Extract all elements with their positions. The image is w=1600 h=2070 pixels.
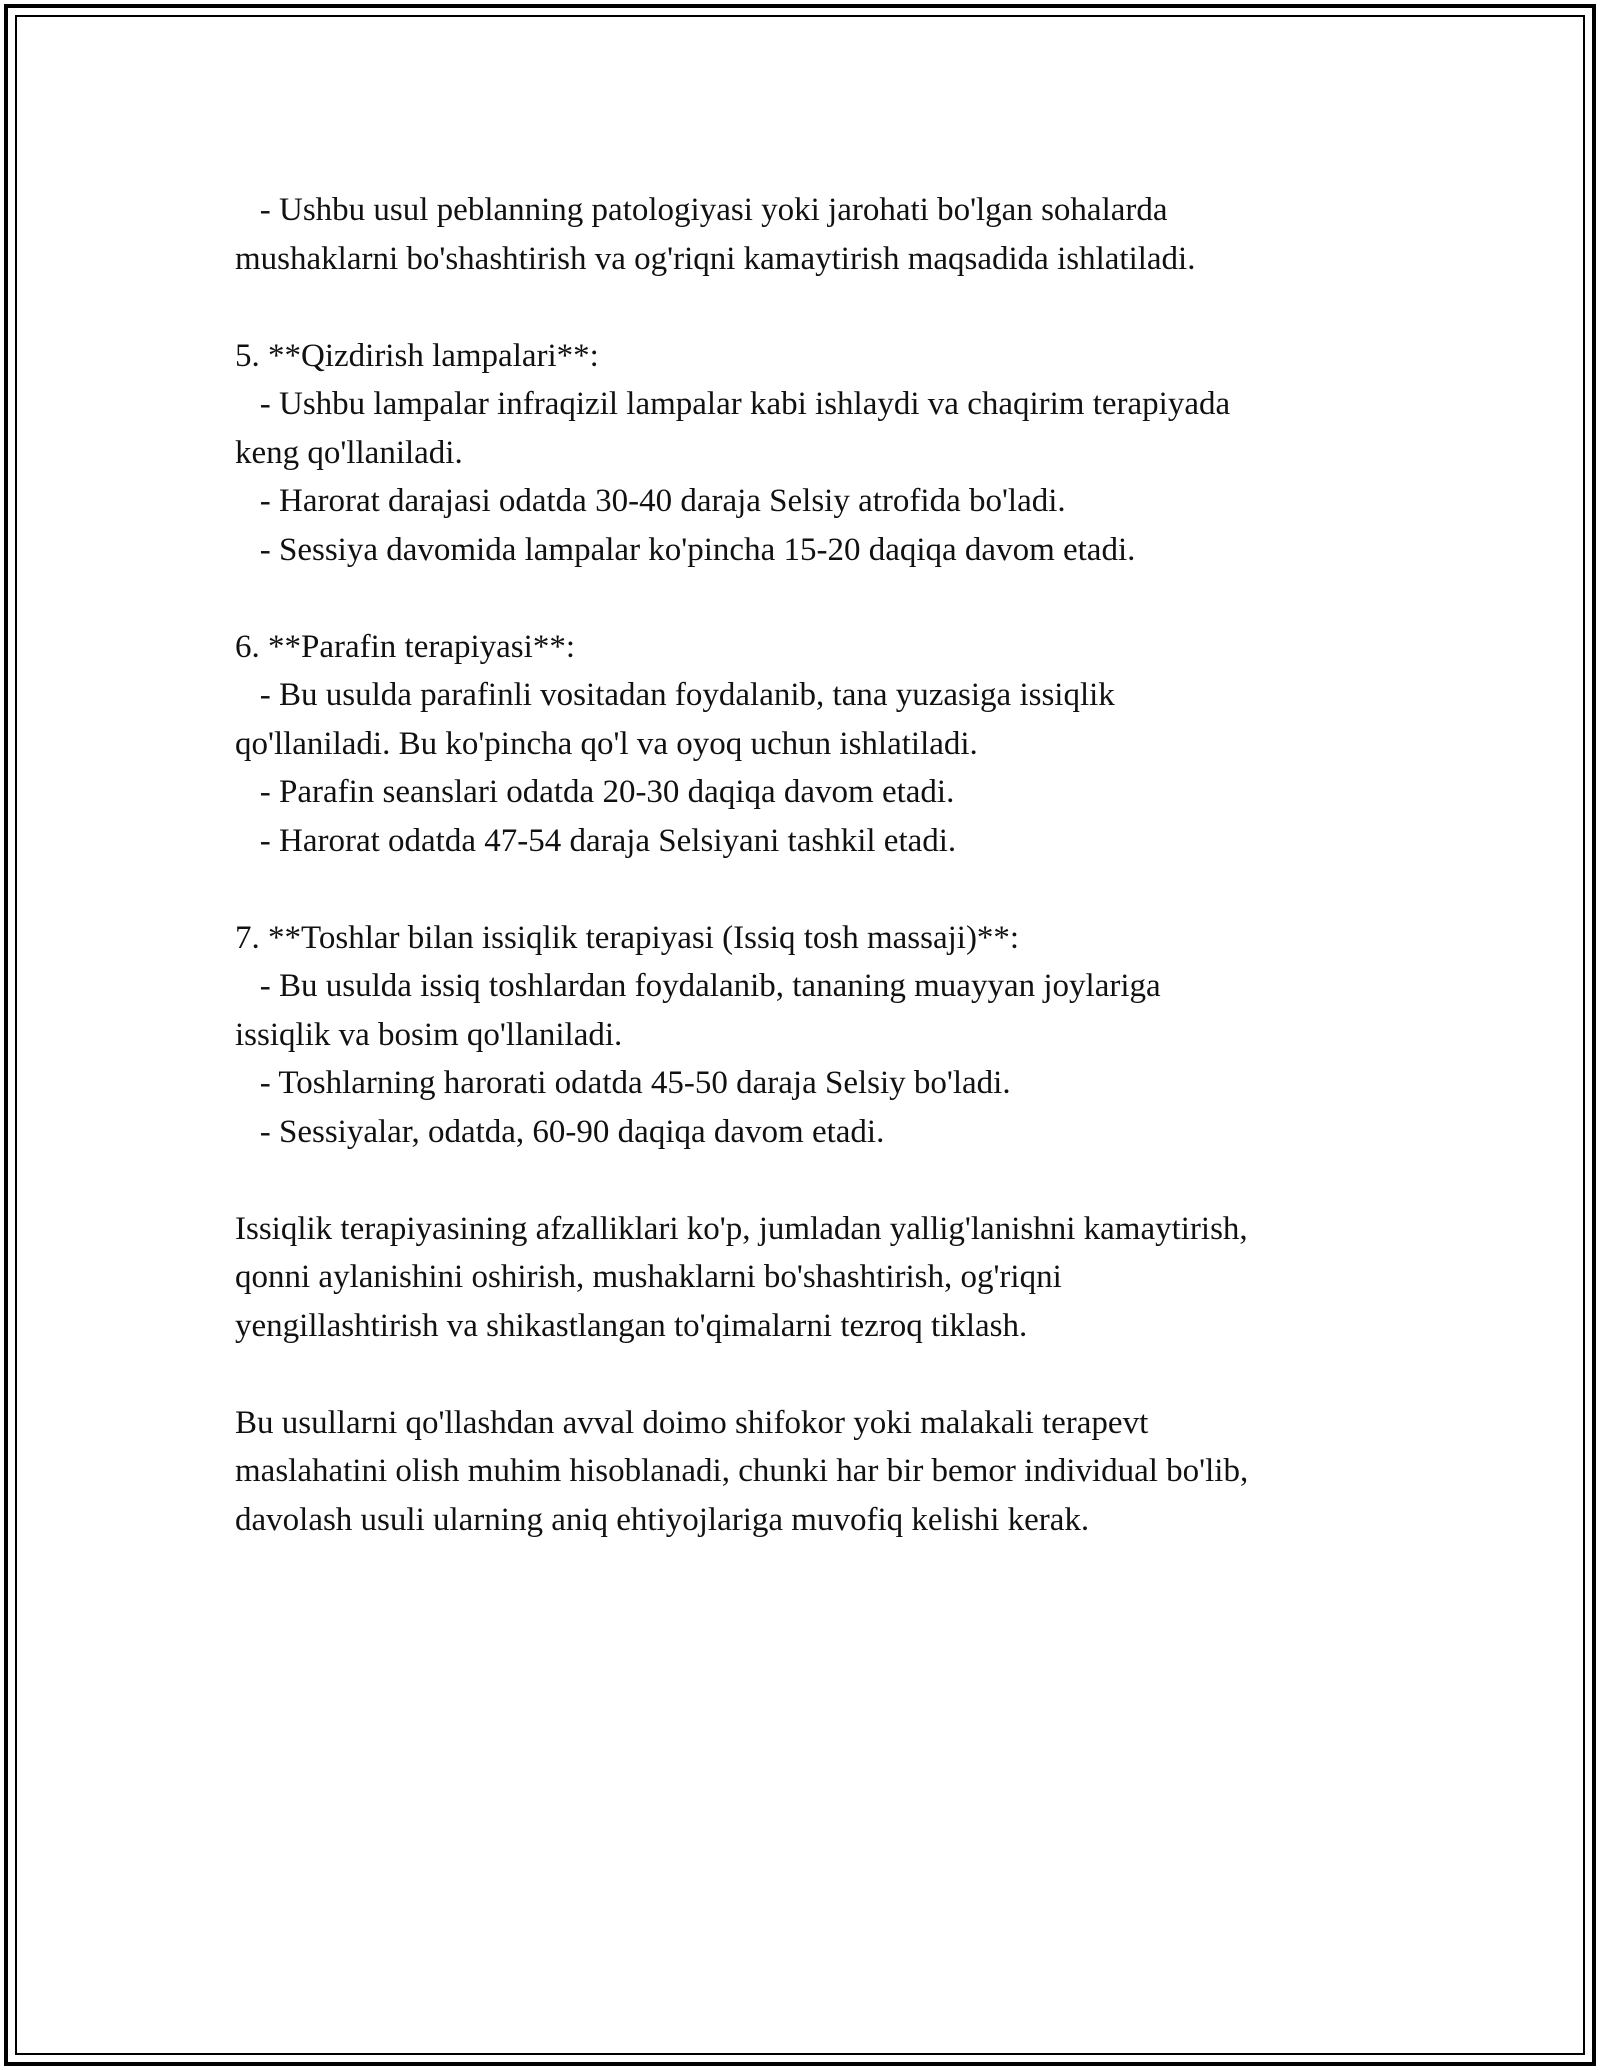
text-line: mushaklarni bo'shashtirish va og'riqni kamaytirish maqsadida ishlatiladi. <box>235 240 1196 277</box>
text-line: - Harorat odatda 47-54 daraja Selsiyani tashkil etadi. <box>235 822 957 859</box>
text-line: issiqlik va bosim qo'llaniladi. <box>235 1016 623 1053</box>
text-line: maslahatini olish muhim hisoblanadi, chunki har bir bemor individual bo'lib, <box>235 1453 1249 1489</box>
blank-line <box>235 1156 1395 1205</box>
text-line: qo'llaniladi. Bu ko'pincha qo'l va oyoq uchun ishlatiladi. <box>235 725 978 762</box>
text-line: - Ushbu usul peblanning patologiyasi yoki jarohati bo'lgan sohalarda <box>235 192 1168 228</box>
blank-line <box>235 574 1395 623</box>
text-line: davolash usuli ularning aniq ehtiyojlariga muvofiq kelishi kerak. <box>235 1501 1090 1538</box>
text-line: keng qo'llaniladi. <box>235 434 463 471</box>
text-line: Bu usullarni qo'llashdan avval doimo shifokor yoki malakali terapevt <box>235 1404 1149 1441</box>
text-line: qonni aylanishini oshirish, mushaklarni bo'shashtirish, og'riqni <box>235 1259 1062 1295</box>
document-body <box>235 186 1395 1544</box>
text-line: Issiqlik terapiyasining afzalliklari ko'p, jumladan yallig'lanishni kamaytirish, <box>235 1210 1248 1247</box>
text-line: - Ushbu lampalar infraqizil lampalar kabi ishlaydi va chaqirim terapiyada <box>235 386 1231 422</box>
blank-line <box>235 283 1395 332</box>
text-line: - Sessiya davomida lampalar ko'pincha 15-20 daqiqa davom etadi. <box>235 531 1136 568</box>
section-heading: 7. **Toshlar bilan issiqlik terapiyasi (Issiq tosh massaji)**: <box>235 919 1020 956</box>
section-heading: 6. **Parafin terapiyasi**: <box>235 628 575 665</box>
text-line: - Bu usulda parafinli vositadan foydalanib, tana yuzasiga issiqlik <box>235 677 1115 713</box>
blank-line <box>235 865 1395 914</box>
text-line: - Parafin seanslari odatda 20-30 daqiqa davom etadi. <box>235 774 955 810</box>
section-heading: 5. **Qizdirish lampalari**: <box>235 337 599 374</box>
text-line: yengillashtirish va shikastlangan to'qimalarni tezroq tiklash. <box>235 1307 1028 1344</box>
text-line: - Bu usulda issiq toshlardan foydalanib, tananing muayyan joylariga <box>235 968 1161 1004</box>
text-line: - Harorat darajasi odatda 30-40 daraja Selsiy atrofida bo'ladi. <box>235 483 1066 519</box>
blank-line <box>235 1350 1395 1399</box>
text-line: - Toshlarning harorati odatda 45-50 daraja Selsiy bo'ladi. <box>235 1065 1011 1101</box>
text-line: - Sessiyalar, odatda, 60-90 daqiqa davom etadi. <box>235 1113 885 1150</box>
